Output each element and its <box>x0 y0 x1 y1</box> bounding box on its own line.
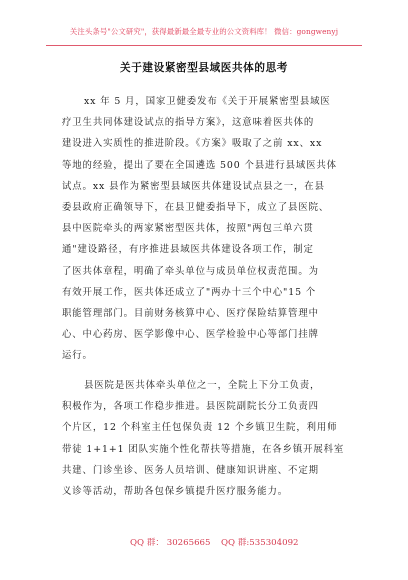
footer-qq-group-right: QQ 群:535304092 <box>221 538 299 548</box>
paragraph-line: 了医共体章程，明确了牵头单位与成员单位权责范围。为 <box>62 265 319 277</box>
document-title: 关于建设紧密型县域医共体的思考 <box>120 62 288 74</box>
paragraph-line: 心、中心药房、医学影像中心、医学检验中心等部门挂牌 <box>62 329 319 341</box>
paragraph-line: 通"建设路径，有序推进县域医共体建设各项工作，制定 <box>62 244 314 256</box>
paragraph-line: 义诊等活动，帮助各包保乡镇提升医疗服务能力。 <box>62 485 289 497</box>
paragraph-line: 县医院是医共体牵头单位之一，全院上下分工负责， <box>84 380 321 391</box>
paragraph-line: 职能管理部门。目前财务核算中心、医疗保险结算管理中 <box>62 307 319 319</box>
paragraph-line: 建设进入实质性的推进阶段。《方案》吸取了之前 xx、xx <box>62 138 323 150</box>
paragraph-line: 疗卫生共同体建设试点的指导方案》，这意味着医共体的 <box>62 117 315 129</box>
paragraph-1 <box>62 91 352 366</box>
paragraph-line: 积极作为，各项工作稳步推进。县医院副院长分工负责四 <box>62 401 319 413</box>
paragraph-line: xx 年 5 月，国家卫健委发布《关于开展紧密型县域医 <box>84 96 331 107</box>
paragraph-line: 等地的经验，提出了要在全国遴选 500 个县进行县域医共体 <box>62 159 337 171</box>
paragraph-2 <box>62 375 352 502</box>
paragraph-line: 委县政府正确领导下，在县卫健委指导下，成立了县医院、 <box>62 201 330 213</box>
paragraph-line: 运行。 <box>62 350 93 362</box>
footer-qq-group-left: QQ 群： 30265665 <box>130 538 211 548</box>
header-divider <box>46 45 362 46</box>
paragraph-line: 个片区，12 个科室主任包保负责 12 个乡镇卫生院，利用师 <box>62 422 338 434</box>
paragraph-line: 共建、门诊坐诊、医务人员培训、健康知识讲座、不定期 <box>62 464 319 476</box>
paragraph-line: 带徒 1+1+1 团队实施个性化帮扶等措施，在各乡镇开展科室 <box>62 443 345 455</box>
paragraph-line: 有效开展工作，医共体还成立了"两办十三个中心"15 个 <box>62 286 317 298</box>
header-banner: 关注头条号"公文研究"，获得最新最全最专业的公文资料库！ 微信：gongwenyj <box>69 27 339 36</box>
paragraph-line: 县中医院牵头的两家紧密型医共体，按照"两包三单六贯 <box>62 223 314 235</box>
paragraph-line: 试点。xx 县作为紧密型县域医共体建设试点县之一，在县 <box>62 180 325 192</box>
